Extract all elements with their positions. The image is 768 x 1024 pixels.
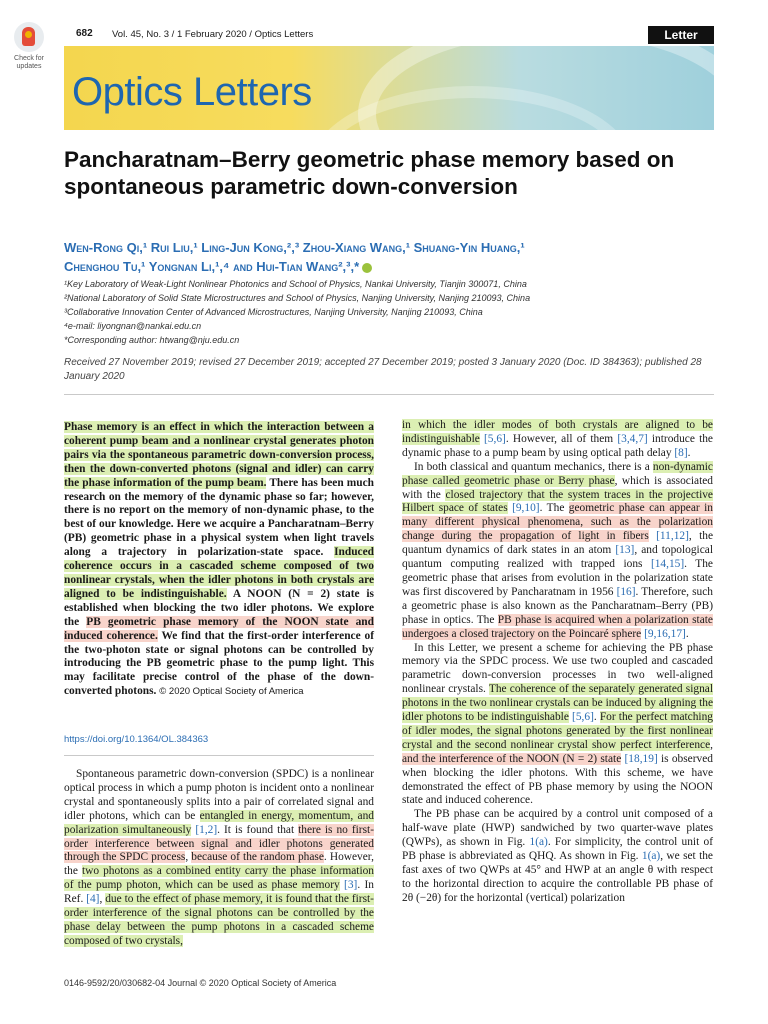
body-text: , the quantum dynamics of dark states in an atom (402, 530, 713, 557)
authors-line-1: Wen-Rong Qi,¹ Rui Liu,¹ Ling-Jun Kong,²,³ Zhou-Xiang Wang,¹ Shuang-Yin Huang,¹ (64, 240, 525, 255)
footer-issn: 0146-9592/20/030682-04 Journal © 2020 Optical Society of America (64, 978, 337, 988)
page-number: 682 (76, 28, 93, 39)
divider (64, 394, 714, 395)
highlighted-text: because of the random phase (191, 851, 324, 864)
body-text: , (710, 738, 713, 751)
highlighted-text: PB phase is acquired when a polarization state undergoes a closed trajectory on the Poincaré sphere (402, 613, 713, 640)
highlighted-text: non-dynamic phase called geometric phase or Berry phase (402, 460, 713, 487)
authors-line-2: Chenghou Tu,¹ Yongnan Li,¹,⁴ and Hui-Tian Wang²,³,* (64, 259, 360, 274)
citation-link[interactable]: [14,15] (650, 558, 685, 571)
body-text: , which is associated with the (402, 474, 713, 501)
highlighted-text: and the interference of the NOON (N = 2) state (402, 752, 622, 765)
corresponding-author: *Corresponding author: htwang@nju.edu.cn (64, 335, 240, 345)
body-text: Spontaneous parametric down-conversion (SPDC) is a nonlinear optical process in which a pump photon is incident onto a nonlinear crystal and spontaneously splits into a pair of correlated signal and idler photons, which can be (64, 768, 374, 822)
citation-link[interactable]: [11,12] (648, 530, 689, 543)
highlighted-text: For the perfect matching of idler modes, the signal photons generated by the first nonlinear crystal and the second nonlinear crystal show perfect interference (402, 711, 713, 751)
citation-link[interactable]: [16] (616, 585, 636, 598)
publication-dates: Received 27 November 2019; revised 27 December 2019; accepted 27 December 2019; posted 3 January 2020 (Doc. ID 384363); published 28 January 2020 (64, 357, 702, 382)
badge-text: Check for updates (14, 55, 44, 70)
body-text: . However, the (64, 851, 374, 878)
highlighted-text: geometric phase can appear in many different physical phenomena, such as the polarization change during the propagation of light in fibers (402, 502, 713, 543)
affiliation-email: ⁴e-mail: liyongnan@nankai.edu.cn (64, 321, 202, 331)
affiliation-3: ³Collaborative Innovation Center of Advanced Microstructures, Nanjing University, Nanjing 210093, China (64, 307, 483, 317)
highlighted-text: Phase memory is an effect in which the interaction between a coherent pump beam and a nonlinear crystal generates photon pairs via the spontaneous parametric down-conversion process, then the down-converted photons (signal and idler) can carry the phase information of the pump beam. (64, 421, 374, 489)
body-text: . (685, 627, 689, 640)
article-title: Pancharatnam–Berry geometric phase memory based on spontaneous parametric down-conversion (64, 147, 675, 199)
volume-info: Vol. 45, No. 3 / 1 February 2020 / Optics Letters (112, 29, 314, 40)
body-text: In both classical and quantum mechanics, there is a (414, 460, 653, 473)
citation-link[interactable]: [3] (339, 879, 358, 892)
citation-link[interactable]: [9,16,17] (641, 627, 686, 640)
body-text: . The (539, 502, 569, 515)
body-text: is observed when blocking the idler photons. With this scheme, we have demonstrated the effect of PB phase memory by using the NOON state and induced coherence. (402, 752, 713, 807)
article-type-tag: Letter (648, 26, 714, 44)
crossmark-icon (14, 22, 44, 52)
paragraph (402, 642, 713, 809)
body-text: , and topological quantum computing realized with trapped ions (402, 544, 713, 571)
copyright: © 2020 Optical Society of America (159, 686, 304, 698)
body-text: . (687, 446, 691, 459)
body-text: introduce the dynamic phase to a pump beam by using optical path delay (402, 432, 713, 459)
body-text: . In Ref. (64, 879, 374, 906)
journal-name: Optics Letters (72, 70, 312, 114)
citation-link[interactable]: 1(a) (641, 850, 661, 863)
body-text: There has been much research on the memory of the dynamic phase so far; however, there is no report on the memory of non-dynamic phase, to the best of our knowledge. Here we acquire a Pancharatnam–Berry (PB) geometric phase in a physical system when light travels along a trajectory in polarization-state space. (64, 476, 374, 559)
citation-link[interactable]: [13] (615, 544, 635, 557)
citation-link[interactable]: [8] (674, 446, 688, 459)
highlighted-text: The coherence of the separately generated signal photons in the two nonlinear crystals can be induced by aligning the idler photons to be indistinguishable (402, 683, 713, 724)
body-text: . For simplicity, the control unit of PB phase is abbreviated as QHQ. As shown in Fig. (402, 836, 713, 863)
paragraph (402, 419, 713, 461)
orcid-icon[interactable] (362, 263, 372, 273)
citation-link[interactable]: [1,2] (191, 823, 218, 836)
body-text: . (593, 711, 600, 724)
highlighted-text: closed trajectory that the system traces in the projective Hilbert space of states (402, 488, 713, 515)
paragraph (402, 808, 713, 905)
paragraph (402, 461, 713, 642)
body-text: , (185, 851, 192, 864)
citation-link[interactable]: [4] (86, 893, 100, 906)
divider (64, 755, 374, 756)
body-text: We find that the first-order interference of the two-photon state or signal photons can be controlled by introducing the PB geometric phase to the pump light. This may facilitate precise control of the phase of the down-converted photons. (64, 629, 375, 698)
citation-link[interactable]: [5,6] (568, 711, 594, 724)
highlighted-text: PB geometric phase memory of the NOON state and induced coherence. (64, 615, 374, 642)
body-text: , we set the fast axes of two QWPs at 45° and HWP at an angle θ with respect to the horizontal direction to acquire the controllable PB phase of 2θ (−2θ) for the horizontal (vertical) polarization (402, 850, 713, 904)
body-text: . It is found that (217, 823, 299, 836)
journal-banner (64, 46, 714, 130)
affiliation-1: ¹Key Laboratory of Weak-Light Nonlinear Photonics and School of Physics, Nankai University, Tianjin 300071, China (64, 279, 527, 289)
highlighted-text: Induced coherence occurs in a cascaded scheme composed of two nonlinear crystals, when the idler photons in both crystals are aligned to be indistinguishable. (64, 546, 374, 600)
citation-link[interactable]: [18,19] (621, 752, 658, 765)
affiliation-2: ²National Laboratory of Solid State Microstructures and School of Physics, Nanjing University, Nanjing 210093, China (64, 293, 531, 303)
highlighted-text: due to the effect of phase memory, it is found that the first-order interference of the signal photons can be controlled by the phase delay between the pump photons in a cascaded scheme composed of two crystals, (64, 893, 374, 947)
highlighted-text: two photons as a combined entity carry the phase information of the pump photon, which can be used as phase memory (64, 865, 374, 892)
body-text: . The geometric phase that arises from evolution in the polarization state was first discovered by Pancharatnam in 1956 (402, 558, 713, 598)
body-text: . Therefore, such a geometric phase is also known as the Pancharatnam–Berry (PB) phase in optics. The (402, 585, 713, 626)
highlighted-text: in which the idler modes of both crystals are aligned to be indistinguishable (402, 419, 713, 445)
body-text: . However, all of them (505, 432, 618, 445)
body-right-column (402, 419, 713, 906)
body-text: The PB phase can be acquired by a control unit composed of a half-wave plate (HWP) sandwiched by two quarter-wave plates (QWPs), as shown in Fig. (402, 808, 713, 849)
doi-link[interactable]: https://doi.org/10.1364/OL.384363 (64, 734, 209, 745)
highlighted-text: there is no first-order interference between signal and idler photons generated through the SPDC process (64, 823, 374, 864)
body-text: A NOON (N = 2) state is established when blocking the two idler photons. We explore the (64, 587, 374, 628)
paragraph (64, 768, 374, 949)
check-for-updates-badge[interactable] (8, 22, 50, 74)
body-text: , (99, 893, 106, 906)
citation-link[interactable]: 1(a) (529, 836, 548, 849)
abstract (64, 421, 374, 699)
body-left-column (64, 768, 374, 949)
highlighted-text: entangled in energy, momentum, and polarization simultaneously (64, 809, 374, 836)
author-list (64, 238, 724, 276)
body-text: In this Letter, we present a scheme for achieving the PB phase memory via the SPDC process. We use two coupled and cascaded parametric down-conversion processes in two well-aligned nonlinear crystals. (402, 641, 713, 696)
citation-link[interactable]: [5,6] (479, 432, 506, 445)
citation-link[interactable]: [9,10] (507, 502, 540, 515)
citation-link[interactable]: [3,4,7] (617, 432, 648, 445)
